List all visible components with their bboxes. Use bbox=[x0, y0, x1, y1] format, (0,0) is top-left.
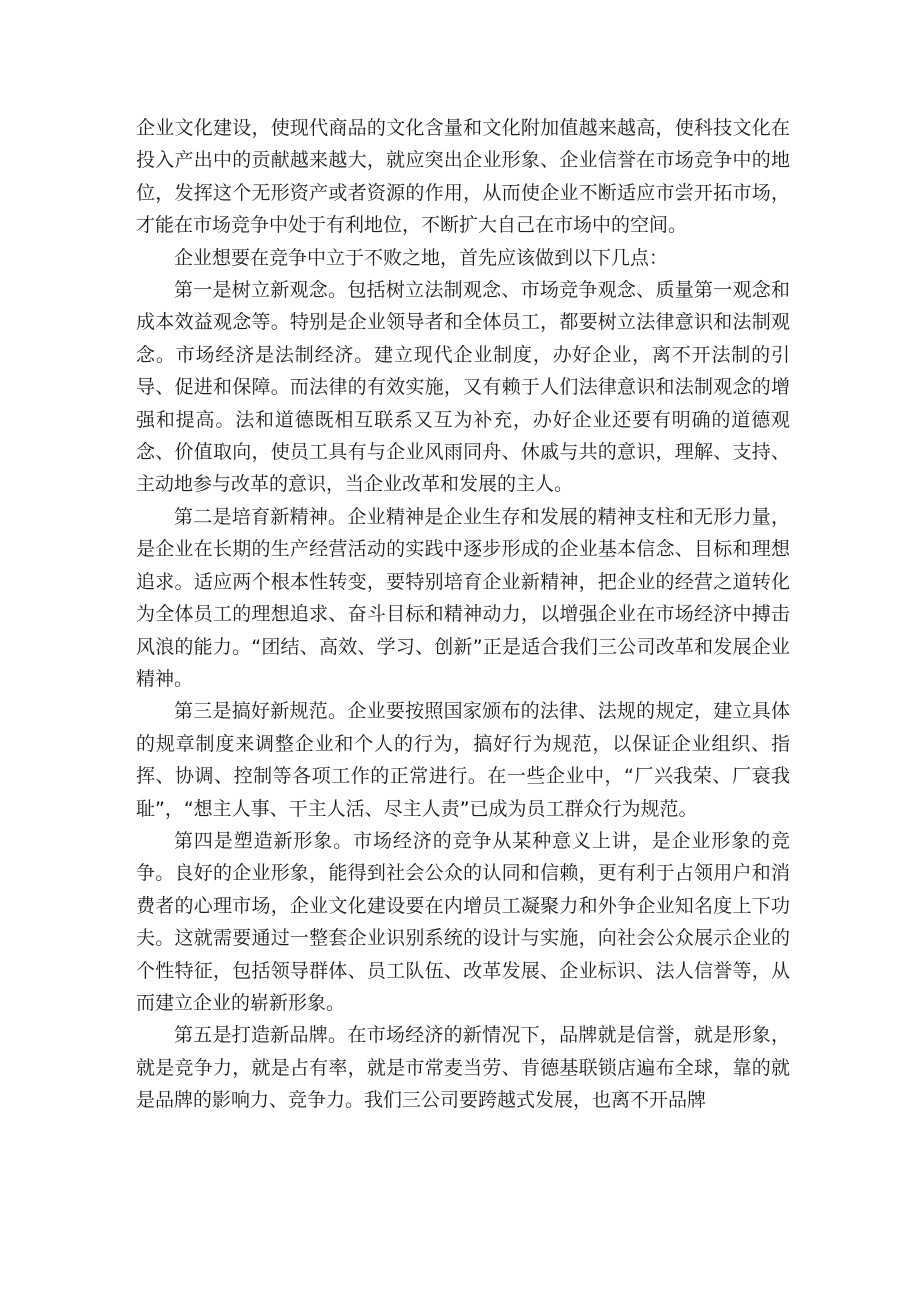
paragraph-point-3: 第三是搞好新规范。企业要按照国家颁布的法律、法规的规定，建立具体的规章制度来调整企业和个人的行为，搞好行为规范，以保证企业组织、指挥、协调、控制等各项工作的正常进行。在一些企业中，“厂兴我荣、厂衰我耻”，“想主人事、干主人活、尽主人责”已成为员工群众行为规范。 bbox=[136, 700, 790, 820]
paragraph-continuation: 企业文化建设，使现代商品的文化含量和文化附加值越来越高，使科技文化在投入产出中的贡献越来越大，就应突出企业形象、企业信誉在市场竞争中的地位，发挥这个无形资产或者资源的作用，从而使企业不断适应市尝开拓市场，才能在市场竞争中处于有利地位，不断扩大自己在市场中的空间。 bbox=[136, 117, 790, 237]
document-body bbox=[136, 112, 790, 1117]
paragraph-point-5: 第五是打造新品牌。在市场经济的新情况下，品牌就是信誉，就是形象，就是竞争力，就是占有率，就是市常麦当劳、肯德基联锁店遍布全球，靠的就是品牌的影响力、竞争力。我们三公司要跨越式发展，也离不开品牌 bbox=[136, 1024, 790, 1112]
paragraph-point-2: 第二是培育新精神。企业精神是企业生存和发展的精神支柱和无形力量，是企业在长期的生产经营活动的实践中逐步形成的企业基本信念、目标和理想追求。适应两个根本性转变，要特别培育企业新精神，把企业的经营之道转化为全体员工的理想追求、奋斗目标和精神动力，以增强企业在市场经济中搏击风浪的能力。“团结、高效、学习、创新”正是适合我们三公司改革和发展企业精神。 bbox=[136, 505, 790, 690]
paragraph-intro: 企业想要在竞争中立于不败之地，首先应该做到以下几点： bbox=[174, 246, 669, 269]
paragraph-point-4: 第四是塑造新形象。市场经济的竞争从某种意义上讲，是企业形象的竞争。良好的企业形象，能得到社会公众的认同和信赖，更有利于占领用户和消费者的心理市场，企业文化建设要在内增员工凝聚力和外争企业知名度上下功夫。这就需要通过一整套企业识别系统的设计与实施，向社会公众展示企业的个性特征，包括领导群体、员工队伍、改革发展、企业标识、法人信誉等，从而建立企业的崭新形象。 bbox=[136, 829, 790, 1014]
paragraph-point-1: 第一是树立新观念。包括树立法制观念、市场竞争观念、质量第一观念和成本效益观念等。特别是企业领导者和全体员工，都要树立法律意识和法制观念。市场经济是法制经济。建立现代企业制度，办好企业，离不开法制的引导、促进和保障。而法律的有效实施，又有赖于人们法律意识和法制观念的增强和提高。法和道德既相互联系又互为补充，办好企业还要有明确的道德观念、价值取向，使员工具有与企业风雨同舟、休戚与共的意识，理解、支持、主动地参与改革的意识，当企业改革和发展的主人。 bbox=[136, 279, 790, 496]
